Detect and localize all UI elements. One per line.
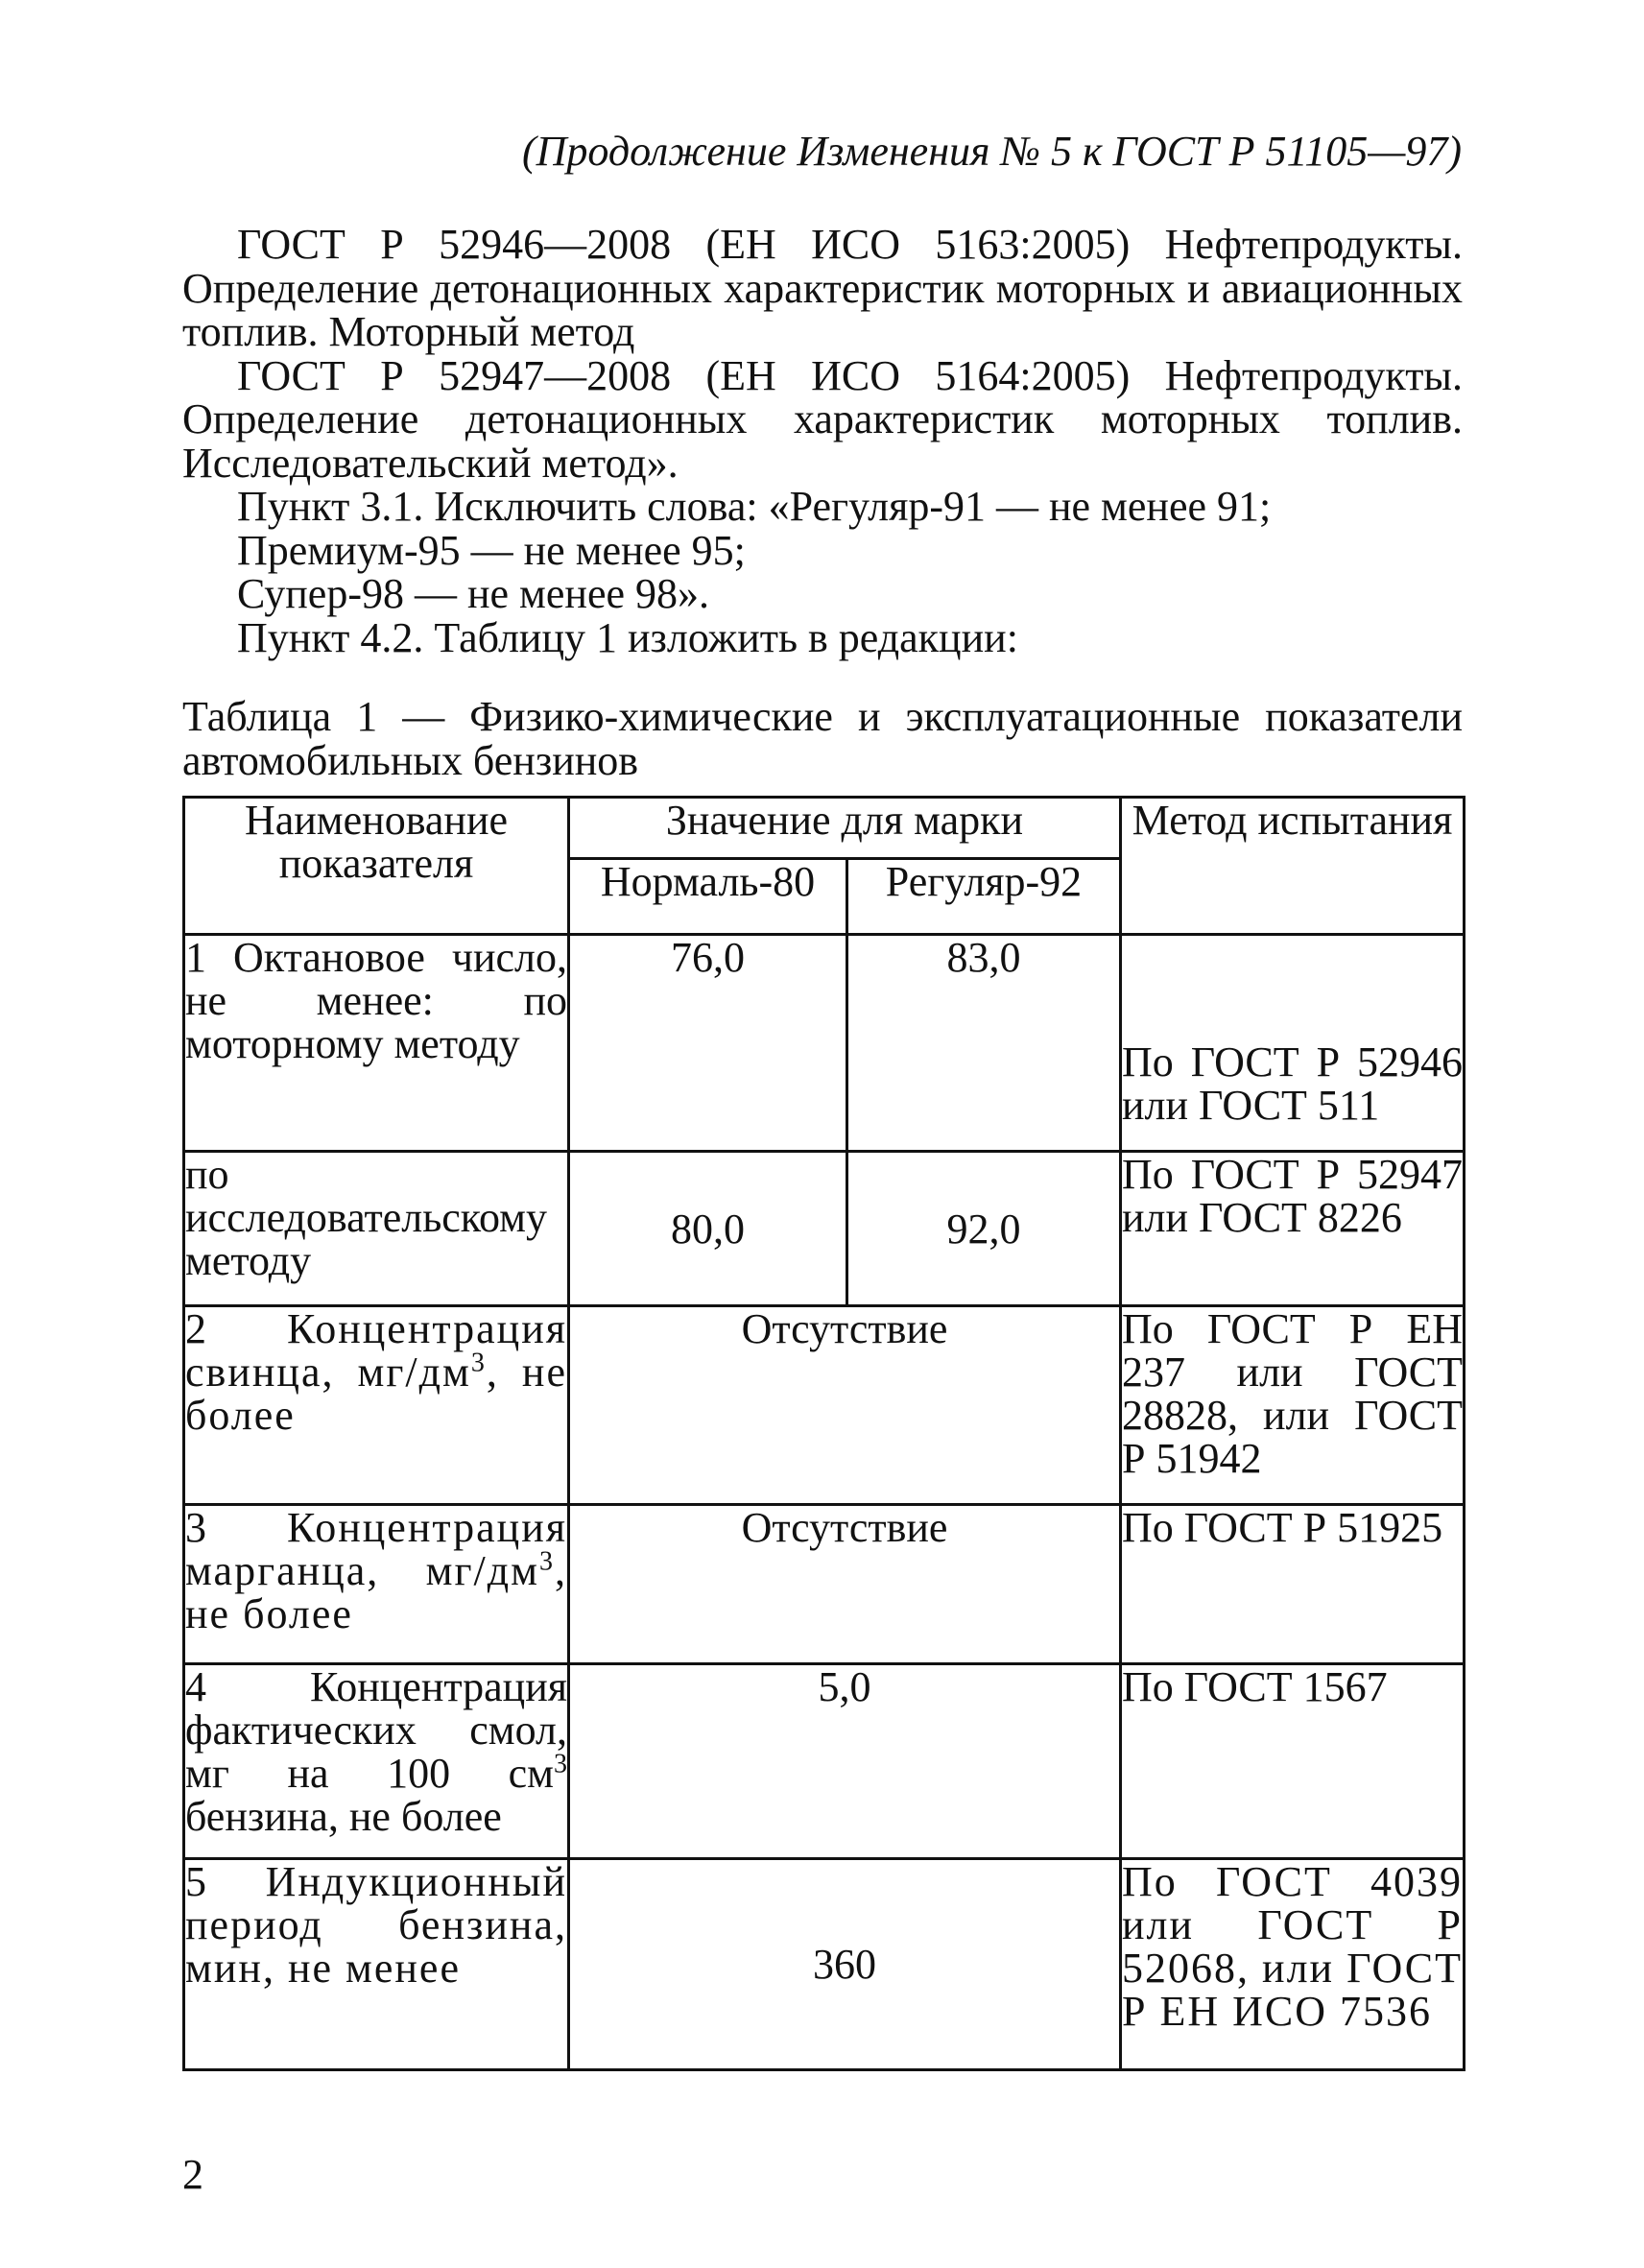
row-lead-name-tail: , не более	[185, 1349, 567, 1439]
row-octane-research-regular-92: 92,0	[847, 1152, 1121, 1306]
table-header-row	[184, 798, 1465, 859]
row-manganese-name-main: 3 Концентрация марганца, мг/дм	[185, 1504, 567, 1594]
row-manganese-concentration-name	[184, 1505, 569, 1664]
header-grade-regular-92: Регуляр-92	[847, 859, 1121, 935]
continuation-header: (Продолжение Изменения № 5 к ГОСТ Р 51105—97)	[521, 128, 1462, 175]
gasoline-properties-table	[182, 796, 1465, 2071]
paragraph-premium-95: Премиум-95 — не менее 95;	[237, 526, 746, 574]
row-lead-name-sup: 3	[470, 1348, 487, 1378]
header-grade-normal-80: Нормаль-80	[569, 859, 847, 935]
row-manganese-concentration-method: По ГОСТ Р 51925	[1121, 1505, 1465, 1664]
paragraph-gost-52946: ГОСТ Р 52946—2008 (ЕН ИСО 5163:2005) Нефтепродукты. Определение детонационных характеристик моторных и авиационных топлив. Моторный метод	[182, 221, 1463, 355]
paragraph-item-3-1: Пункт 3.1. Исключить слова: «Регуляр-91 — не менее 91;	[237, 483, 1272, 530]
row-octane-motor-name: 1 Октановое число, не менее: по моторному методу	[184, 935, 569, 1152]
row-octane-motor-regular-92: 83,0	[847, 935, 1121, 1152]
row-gum-name-tail: бензина, не более	[185, 1793, 502, 1840]
table-row	[184, 1152, 1465, 1306]
row-lead-name-main: 2 Концентрация свинца, мг/дм	[185, 1305, 567, 1396]
row-lead-concentration-value: Отсутствие	[569, 1306, 1121, 1505]
table-caption: Таблица 1 — Физико-химические и эксплуатационные показатели автомобильных бензинов	[182, 693, 1463, 784]
row-gum-name-sup: 3	[554, 1749, 567, 1779]
paragraph-gost-52947: ГОСТ Р 52947—2008 (ЕН ИСО 5164:2005) Нефтепродукты. Определение детонационных характеристик моторных топлив. Исследовательский метод».	[182, 351, 1463, 487]
paragraph-super-98: Супер-98 — не менее 98».	[237, 570, 710, 617]
table-row	[184, 1505, 1465, 1664]
row-octane-research-method: По ГОСТ Р 52947 или ГОСТ 8226	[1121, 1152, 1465, 1306]
paragraph-item-4-2: Пункт 4.2. Таблицу 1 изложить в редакции:	[237, 613, 1018, 661]
row-manganese-name-tail: , не более	[185, 1547, 567, 1637]
header-value-for-grade: Значение для марки	[569, 798, 1121, 859]
page-number: 2	[182, 2151, 203, 2198]
row-induction-period-method: По ГОСТ 4039 или ГОСТ Р 52068, или ГОСТ Р ЕН ИСО 7536	[1121, 1859, 1465, 2070]
row-gum-concentration-name	[184, 1664, 569, 1859]
row-lead-concentration-name	[184, 1306, 569, 1505]
table-row	[184, 1664, 1465, 1859]
row-gum-concentration-method: По ГОСТ 1567	[1121, 1664, 1465, 1859]
table-row	[184, 1859, 1465, 2070]
row-gum-name-main: 4 Концентрация фактических смол, мг на 100 см	[185, 1663, 567, 1797]
row-induction-period-name: 5 Индукционный период бензина, мин, не менее	[184, 1859, 569, 2070]
row-lead-concentration-method: По ГОСТ Р ЕН 237 или ГОСТ 28828, или ГОСТ Р 51942	[1121, 1306, 1465, 1505]
row-gum-concentration-value: 5,0	[569, 1664, 1121, 1859]
header-indicator-name: Наименование показателя	[184, 798, 569, 935]
row-manganese-concentration-value: Отсутствие	[569, 1505, 1121, 1664]
body-text	[182, 223, 1463, 659]
header-test-method: Метод испытания	[1121, 798, 1465, 935]
row-octane-motor-method: По ГОСТ Р 52946 или ГОСТ 511	[1121, 935, 1465, 1152]
table-row	[184, 1306, 1465, 1505]
row-octane-research-name: по исследовательскому методу	[184, 1152, 569, 1306]
row-manganese-name-sup: 3	[539, 1546, 555, 1577]
table-row	[184, 935, 1465, 1152]
row-octane-research-normal-80: 80,0	[569, 1152, 847, 1306]
row-octane-motor-normal-80: 76,0	[569, 935, 847, 1152]
row-induction-period-value: 360	[569, 1859, 1121, 2070]
